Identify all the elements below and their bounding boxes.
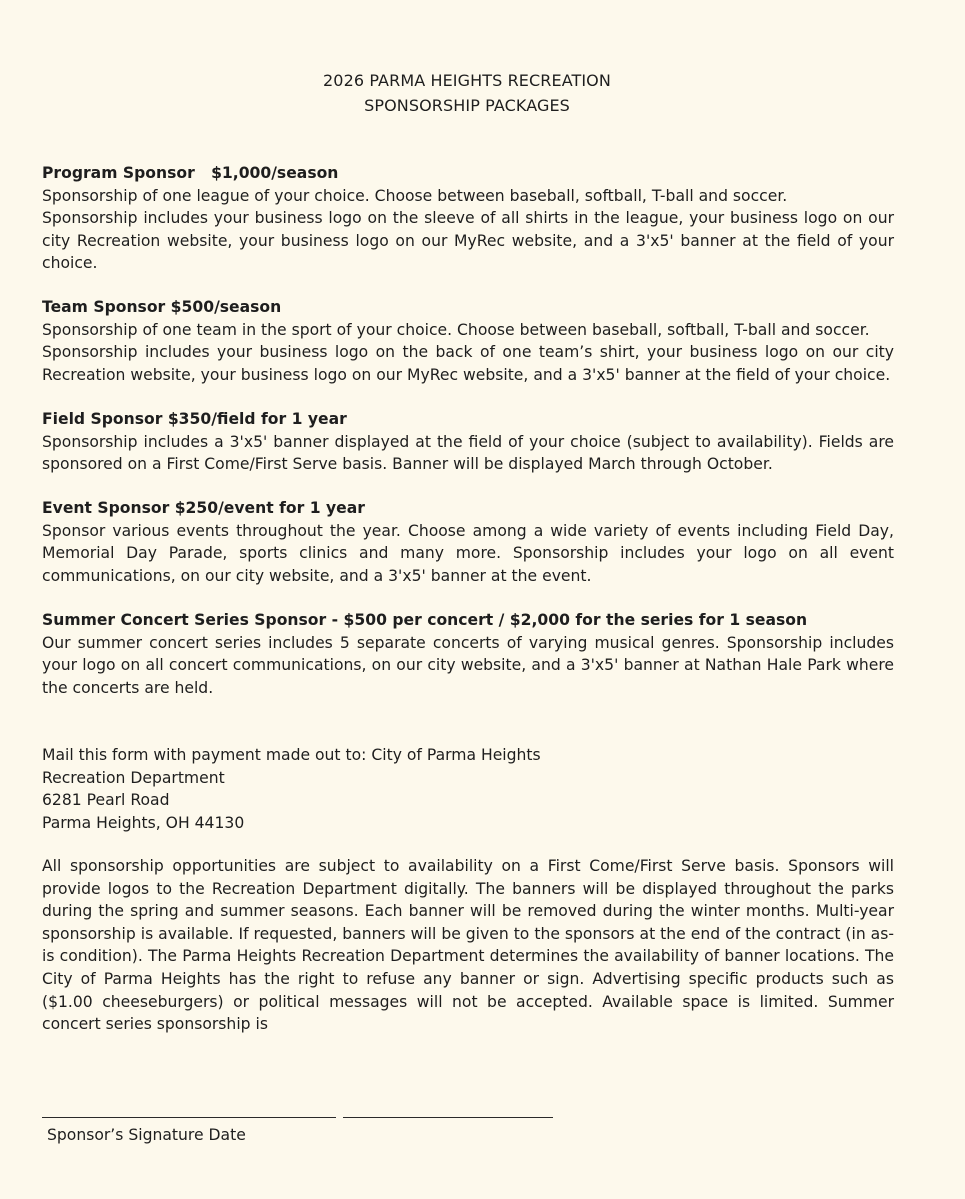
concert-sponsor-heading: Summer Concert Series Sponsor - $500 per concert / $2,000 for the series for 1 season bbox=[42, 611, 808, 629]
document-title-line-1: 2026 PARMA HEIGHTS RECREATION bbox=[323, 71, 611, 90]
mail-department: Recreation Department bbox=[42, 768, 225, 787]
mailing-address-block bbox=[42, 744, 894, 834]
event-sponsor-text: Sponsor various events throughout the year. Choose among a wide variety of events including Field Day, Memorial Day Parade, sports clinics and many more. Sponsorship includes your logo on all event communications, on our city website, and a 3'x5' banner at the event. bbox=[42, 521, 894, 585]
event-sponsor-heading: Event Sponsor $250/event for 1 year bbox=[42, 499, 365, 517]
team-sponsor-section bbox=[42, 296, 894, 386]
document-title-line-2: SPONSORSHIP PACKAGES bbox=[364, 96, 570, 115]
concert-sponsor-section bbox=[42, 609, 894, 699]
field-sponsor-text: Sponsorship includes a 3'x5' banner displayed at the field of your choice (subject to availability). Fields are sponsored on a First Come/First Serve basis. Banner will be displayed March through October. bbox=[42, 432, 894, 474]
program-sponsor-text-1: Sponsorship of one league of your choice. Choose between baseball, softball, T-ball and soccer. bbox=[42, 186, 788, 205]
mail-street: 6281 Pearl Road bbox=[42, 791, 170, 810]
field-sponsor-section bbox=[42, 408, 894, 476]
date-line bbox=[343, 1117, 553, 1118]
program-sponsor-section bbox=[42, 162, 894, 275]
event-sponsor-section bbox=[42, 497, 894, 587]
program-sponsor-text-2: Sponsorship includes your business logo on the sleeve of all shirts in the league, your business logo on our city Recreation website, your business logo on our MyRec website, and a 3'x5' banner at the field of your choice. bbox=[42, 209, 894, 273]
terms-section bbox=[42, 855, 894, 1036]
signature-date-label: Sponsor’s Signature Date bbox=[47, 1126, 246, 1144]
team-sponsor-text-1: Sponsorship of one team in the sport of your choice. Choose between baseball, softball, T-ball and soccer. bbox=[42, 320, 870, 339]
concert-sponsor-text: Our summer concert series includes 5 separate concerts of varying musical genres. Sponsorship includes your logo on all concert communications, on our city website, and a 3'x5' banner at Nathan Hale Park where the concerts are held. bbox=[42, 633, 894, 697]
team-sponsor-text-2: Sponsorship includes your business logo on the back of one team’s shirt, your business logo on our city Recreation website, your business logo on our MyRec website, and a 3'x5' banner at the field of your choice. bbox=[42, 343, 894, 384]
team-sponsor-heading: Team Sponsor $500/season bbox=[42, 298, 282, 316]
field-sponsor-heading: Field Sponsor $350/field for 1 year bbox=[42, 410, 347, 428]
program-sponsor-heading: Program Sponsor $1,000/season bbox=[42, 164, 339, 182]
mail-city: Parma Heights, OH 44130 bbox=[42, 813, 245, 832]
mail-instruction: Mail this form with payment made out to: City of Parma Heights bbox=[42, 746, 541, 764]
signature-line bbox=[42, 1117, 336, 1118]
terms-text: All sponsorship opportunities are subject to availability on a First Come/First Serve basis. Sponsors will provide logos to the Recreation Department digitally. The banners will be displayed throughout the parks during the spring and summer seasons. Each banner will be removed during the winter months. Multi-year sponsorship is available. If requested, banners will be given to the sponsors at the end of the contract (in as-is condition). The Parma Heights Recreation Department determines the availability of banner locations. The City of Parma Heights has the right to refuse any banner or sign. Advertising specific products such as ($1.00 cheeseburgers) or political messages will not be accepted. Available space is limited. Summer concert series sponsorship is bbox=[42, 857, 894, 1034]
